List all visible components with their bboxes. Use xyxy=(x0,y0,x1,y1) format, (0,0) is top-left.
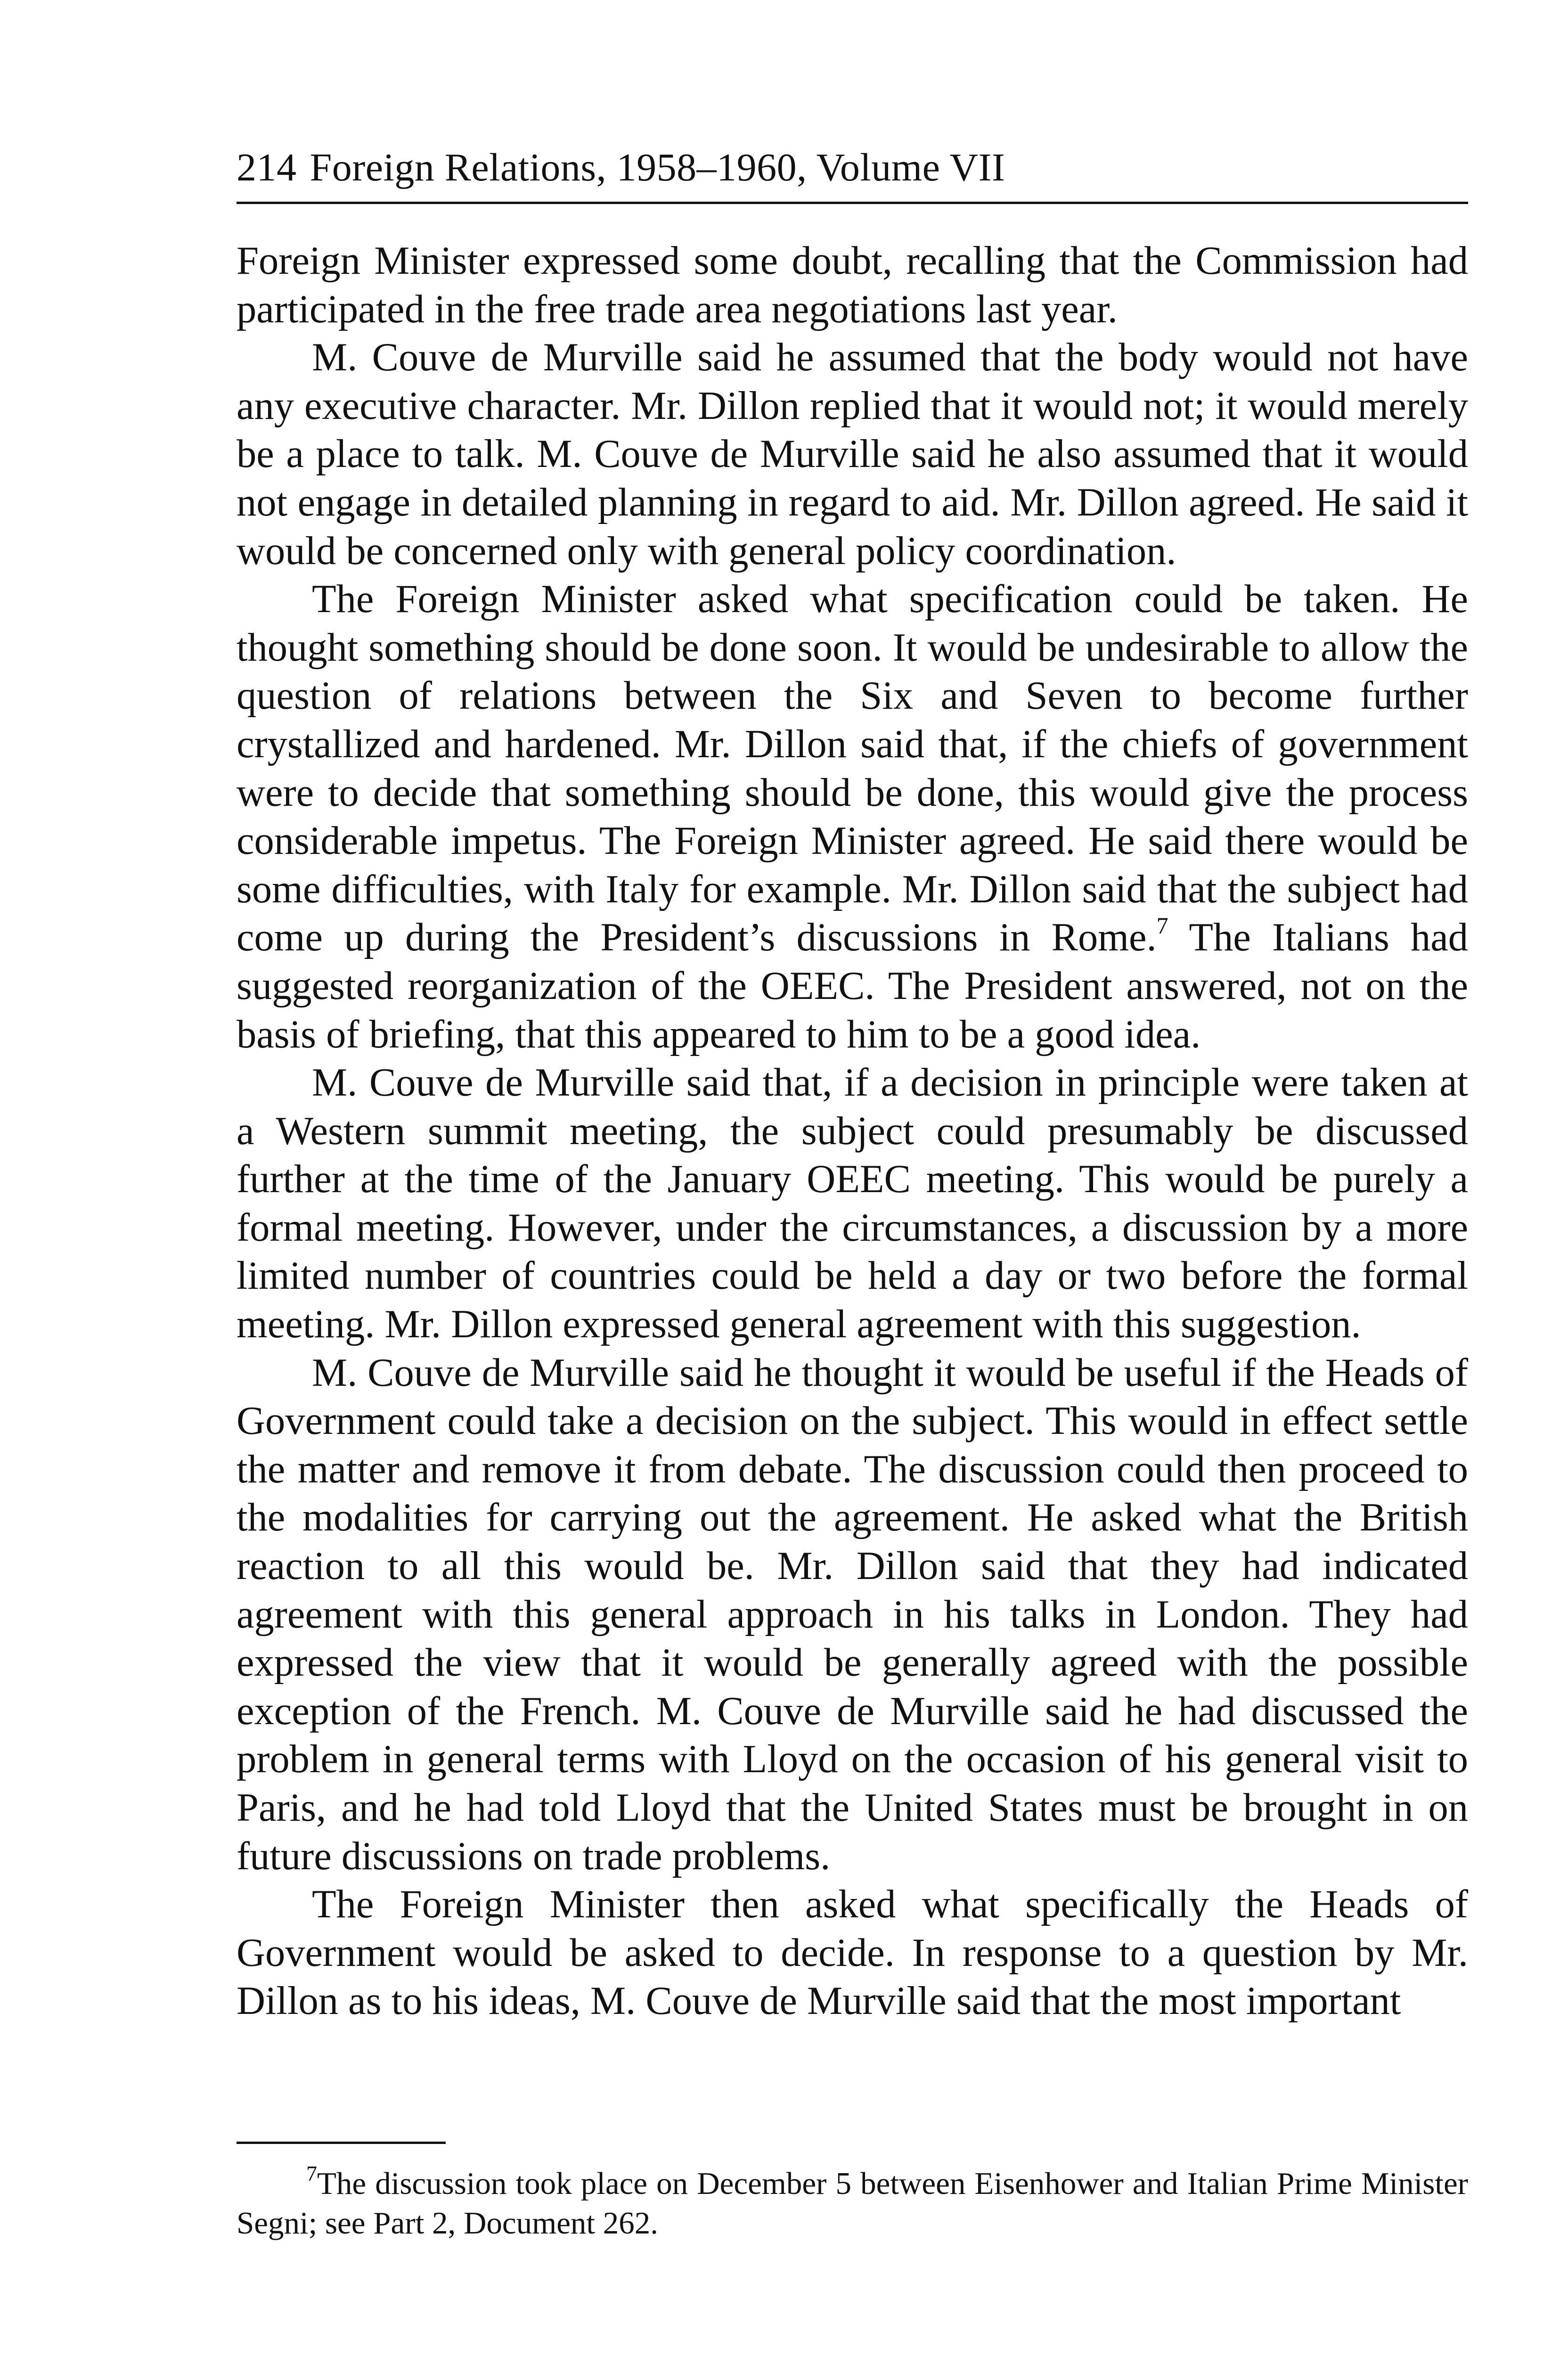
document-page xyxy=(237,144,1468,2274)
paragraph-1: Foreign Minister expressed some doubt, recalling that the Commission had participated in the free trade area negotiations last year. xyxy=(237,239,1468,331)
header-rule xyxy=(237,202,1468,204)
footnote xyxy=(237,2161,1468,2243)
footnote-rule xyxy=(237,2142,446,2144)
paragraph-3-text-continued: The Italians had suggested reorganization of the OEEC. The President answered, not on the basis of briefing, that this appeared to him to be a good idea. xyxy=(237,916,1468,1056)
footnote-text: The discussion took place on December 5 between Eisenhower and Italian Prime Minister Segni; see Part 2, Document 262. xyxy=(237,2166,1468,2241)
running-head-title: Foreign Relations, 1958–1960, Volume VII xyxy=(310,146,1005,189)
paragraph-6: The Foreign Minister then asked what specifically the Heads of Government would be asked to decide. In response to a question by Mr. Dillon as to his ideas, M. Couve de Murville said that the most important xyxy=(237,1882,1468,2023)
paragraph-2: M. Couve de Murville said he assumed that the body would not have any executive character. Mr. Dillon replied that it would not; it would merely be a place to talk. M. Couve de Murville said he also assumed that it would not engage in detailed planning in regard to aid. Mr. Dillon agreed. He said it would be concerned only with general policy coordination. xyxy=(237,335,1468,573)
footnote-marker: 7 xyxy=(306,2161,317,2185)
paragraph-4: M. Couve de Murville said that, if a decision in principle were taken at a Western summit meeting, the subject could presumably be discussed further at the time of the January OEEC meeting. This would be purely a formal meeting. However, under the circumstances, a discussion by a more limited number of countries could be held a day or two before the formal meeting. Mr. Dillon expressed general agreement with this suggestion. xyxy=(237,1061,1468,1347)
page-number: 214 xyxy=(237,146,297,189)
paragraph-3 xyxy=(237,575,1468,1059)
paragraph-3-text: The Foreign Minister asked what specification could be taken. He thought something should be done soon. It would be undesirable to allow the question of relations between the Six and Seven to become further crystallized and hardened. Mr. Dillon said that, if the chiefs of government were to decide that something should be done, this would give the process considerable impetus. The Foreign Minister agreed. He said there would be some difficulties, with Italy for example. Mr. Dillon said that the subject had come up during the President’s discussions in Rome. xyxy=(237,577,1468,960)
body-text xyxy=(237,237,1468,2026)
running-head xyxy=(237,144,1468,191)
footnote-reference: 7 xyxy=(1156,912,1168,939)
paragraph-5: M. Couve de Murville said he thought it would be useful if the Heads of Government could take a decision on the subject. This would in effect settle the matter and remove it from debate. The discussion could then proceed to the modalities for carrying out the agreement. He asked what the British reaction to all this would be. Mr. Dillon said that they had indicated agreement with this general approach in his talks in London. They had expressed the view that it would be generally agreed with the possible exception of the French. M. Couve de Murville said he had discussed the problem in general terms with Lloyd on the occasion of his general visit to Paris, and he had told Lloyd that the United States must be brought in on future discussions on trade problems. xyxy=(237,1350,1468,1878)
